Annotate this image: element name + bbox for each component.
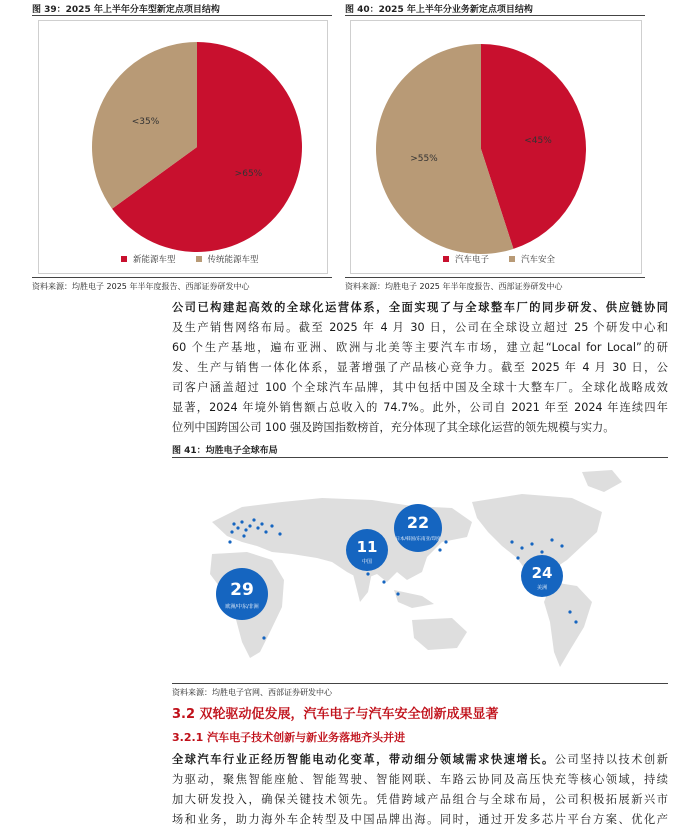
location-dot: [232, 522, 235, 525]
fig40-source: 资料来源：均胜电子 2025 年半年度报告、西部证券研发中心: [345, 282, 563, 291]
location-dot: [252, 518, 255, 521]
fig40-slice-label-1: >55%: [410, 154, 438, 165]
fig39-source-rule: [32, 277, 332, 278]
body-line: 公司已构建起高效的全球化运营体系，全面实现了与全球整车厂的同步研发、供应链协同: [172, 301, 668, 314]
australia-shape: [412, 618, 467, 650]
legend-swatch-new-energy: [121, 256, 127, 262]
fig40-pie-chart: [351, 21, 641, 273]
location-dot: [278, 532, 281, 535]
body-line: 全球汽车行业正经历智能电动化变革，带动细分领域需求快速增长。公司坚持以技术创新: [172, 753, 668, 766]
fig39-legend: [121, 253, 259, 265]
location-dot: [366, 572, 369, 575]
bubble-label-china: 中国: [361, 559, 373, 565]
location-dot: [540, 550, 543, 553]
subsection-heading: 3.2.1 汽车电子技术创新与新业务落地齐头并进: [172, 731, 406, 744]
location-dot: [240, 520, 243, 523]
location-dot: [510, 540, 513, 543]
location-dot: [444, 540, 447, 543]
location-dot: [270, 524, 273, 527]
location-dot: [574, 620, 577, 623]
greenland-shape: [582, 470, 622, 492]
location-dot: [264, 530, 267, 533]
body-line: 加大研发投入，确保关键技术领先。凭借跨域产品组合与全球布局，公司积极拓展新兴市: [172, 793, 668, 806]
body-line: 位列中国跨国公司 100 强及跨国指数榜首，充分体现了其全球化运营的领先规模与实力。: [172, 421, 615, 434]
fig40-title: 图 40：2025 年上半年分业务新定点项目结构: [345, 5, 533, 15]
bubble-number-emea: 29: [230, 580, 254, 600]
fig39-title: 图 39：2025 年上半年分车型新定点项目结构: [32, 5, 220, 15]
fig39-slice-label-0: >65%: [234, 169, 263, 180]
section-heading: 3.2 双轮驱动促发展，汽车电子与汽车安全创新成果显著: [172, 707, 499, 722]
location-dot: [382, 580, 385, 583]
bubble-label-apac: 日本/韩国/东南亚/印度: [395, 537, 441, 542]
fig39-source: 资料来源：均胜电子 2025 年半年度报告、西部证券研发中心: [32, 282, 250, 291]
bubble-number-apac: 22: [406, 513, 430, 532]
legend-label-new-energy: 新能源车型: [133, 255, 176, 265]
legend-swatch-auto-safety: [509, 256, 515, 262]
fig40-source-rule: [345, 277, 645, 278]
world-map-svg: [172, 462, 668, 674]
legend-label-auto-electronics: 汽车电子: [455, 255, 490, 265]
location-dot: [230, 530, 233, 533]
body-line: 及生产销售网络布局。截至 2025 年 4 月 30 日，公司在全球设立超过 25 个研发中心和: [172, 321, 668, 334]
fig39-chart-box: [38, 20, 328, 274]
legend-label-traditional: 传统能源车型: [207, 255, 259, 265]
location-dot: [236, 526, 239, 529]
fig41-title-rule: [172, 457, 668, 458]
location-dot: [520, 546, 523, 549]
body-line: 显著，2024 年境外销售额占总收入的 74.7%。此外，公司自 2021 年至 2024 年连续四年: [172, 401, 668, 414]
location-dot: [396, 592, 399, 595]
bubble-label-americas: 美洲: [536, 585, 548, 591]
location-dot: [530, 542, 533, 545]
location-dot: [262, 636, 265, 639]
fig41-source-rule: [172, 683, 668, 684]
legend-label-auto-safety: 汽车安全: [521, 255, 556, 265]
legend-swatch-auto-electronics: [443, 256, 449, 262]
bubble-emea: [216, 568, 268, 620]
location-dot: [242, 534, 245, 537]
body-line: 司客户涵盖超过 100 个全球汽车品牌，其中包括中国及全球十大整车厂。全球化战略成效: [172, 381, 668, 394]
se-asia-shape: [394, 590, 434, 608]
location-dot: [256, 526, 259, 529]
legend-swatch-traditional: [196, 256, 202, 262]
bubble-number-china: 11: [356, 538, 378, 556]
body-line: 为驱动，聚焦智能座舱、智能驾驶、智能网联、车路云协同及高压快充等核心领域，持续: [172, 773, 668, 786]
location-dot: [438, 548, 441, 551]
bubble-number-americas: 24: [531, 564, 553, 582]
body-line: 60 个生产基地，遍布亚洲、欧洲与北美等主要汽车市场，建立起“Local for Local”的研: [172, 341, 668, 354]
fig41-source: 资料来源：均胜电子官网、西部证券研发中心: [172, 688, 332, 697]
fig39-title-rule: [32, 15, 332, 16]
body-line: 场和业务，助力海外车企转型及中国品牌出海。同时，通过开发多芯片平台方案、优化产: [172, 813, 668, 826]
fig41-title: 图 41：均胜电子全球布局: [172, 446, 278, 456]
location-dot: [516, 556, 519, 559]
bubble-americas: [521, 555, 563, 597]
location-dot: [260, 522, 263, 525]
fig40-title-rule: [345, 15, 645, 16]
bubble-apac: [394, 504, 442, 552]
bubble-china: [346, 529, 388, 571]
bubble-label-emea: 欧洲/中东/非洲: [225, 604, 259, 610]
body-line: 发、生产与销售一体化体系，显著增强了产品核心竞争力。截至 2025 年 4 月 30 日，公: [172, 361, 668, 374]
fig40-slice-label-0: <45%: [524, 135, 552, 146]
location-dot: [228, 540, 231, 543]
world-map: [172, 462, 668, 674]
location-dot: [568, 610, 571, 613]
fig40-legend: [443, 253, 555, 265]
location-dot: [248, 524, 251, 527]
fig40-chart-box: [350, 20, 642, 274]
location-dot: [550, 538, 553, 541]
location-dot: [244, 528, 247, 531]
fig39-pie-chart: [39, 21, 327, 273]
fig39-slice-label-1: <35%: [131, 116, 160, 127]
location-dot: [560, 544, 563, 547]
